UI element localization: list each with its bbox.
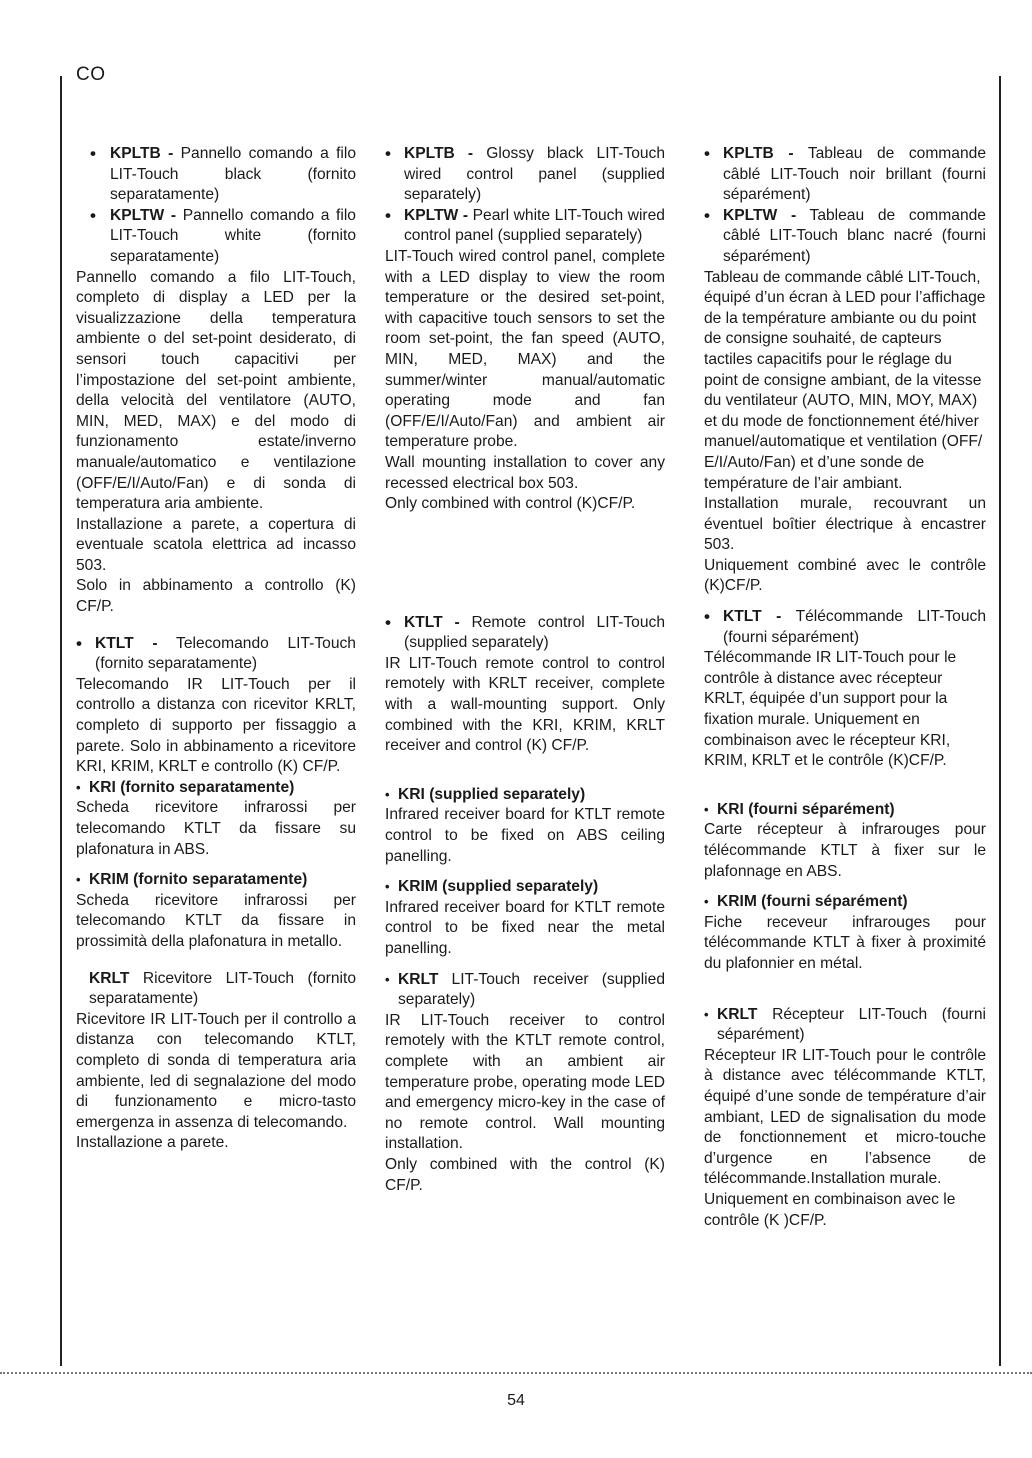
krlt-text: Récepteur LIT-Touch (fourni séparément) [717, 1005, 986, 1044]
kri-description: Infrared receiver board for KTLT remote control to be fixed on ABS ceiling panelling. [385, 806, 665, 865]
krlt-only: Only combined with the control (K) CF/P. [385, 1155, 665, 1194]
krim-item [704, 892, 986, 913]
krim-item [76, 870, 356, 891]
kpltw-item [385, 206, 665, 247]
column-english [385, 144, 665, 1196]
kri-description: Scheda ricevitore infrarossi per telecomando KTLT da fissare su plafonatura in ABS. [76, 799, 356, 858]
krlt-text: Ricevitore LIT-Touch (fornito separatamente) [89, 969, 356, 1008]
ktlt-code: KTLT - [723, 608, 782, 626]
panel-install: Installazione a parete, a copertura di eventuale scatola elettrica ad incasso 503. [76, 515, 356, 574]
krlt-item [385, 970, 665, 1011]
kpltb-text: Tableau de commande câblé LIT-Touch noir brillant (fourni séparément) [723, 145, 986, 204]
bullet-icon: • [385, 786, 390, 802]
bullet-icon: • [385, 144, 391, 163]
kri-item [704, 800, 986, 821]
krim-title: KRIM (fornito separatamente) [89, 871, 308, 889]
bullet-icon: • [385, 205, 391, 225]
krlt-text: LIT-Touch receiver (supplied separately) [398, 970, 665, 1009]
krim-description: Scheda ricevitore infrarossi per telecomando KTLT da fissare in prossimità della plafonatura in metallo. [76, 891, 356, 950]
bullet-icon: • [76, 779, 81, 795]
bullet-icon: • [76, 633, 82, 653]
krim-item [385, 877, 665, 898]
ktlt-text: Télécommande LIT-Touch (fourni séparément) [723, 608, 986, 646]
krlt-item [76, 969, 356, 1010]
krlt-description: IR LIT-Touch receiver to control remotely with the KTLT remote control, complete with an ambient air temperature probe, operating mode LED and emergency micro-key in the case of no remote control. Wall mounting installation. [385, 1011, 665, 1153]
krlt-description: Récepteur IR LIT-Touch pour le contrôle à distance avec télécommande KTLT, équipé d’une sonde de température d’air ambiant, LED de signalisation du mode de fonctionnement et micro-touche d’urgence en l’absence de télécommande.Installation murale. [704, 1046, 986, 1188]
panel-install: Wall mounting installation to cover any recessed electrical box 503. [385, 453, 665, 492]
bullet-icon: • [385, 612, 391, 632]
kpltw-item [704, 206, 986, 268]
bullet-icon: • [704, 205, 710, 225]
bullet-icon: • [90, 205, 96, 225]
kpltb-item [385, 144, 665, 206]
ktlt-item [76, 634, 356, 675]
bullet-icon: • [704, 1006, 709, 1022]
header-code: CO [76, 64, 106, 85]
kpltw-text: Pearl white LIT-Touch wired control panel (supplied separately) [404, 206, 665, 245]
panel-description: Tableau de commande câblé LIT-Touch, équipé d’un écran à LED pour l’affichage de la température ambiante ou du point de consigne souhaité, de capteurs tactiles capacitifs pour le réglage du point de consigne ambiant, de la vitesse du ventilateur (AUTO, MIN, MOY, MAX) et du mode de fonctionnement été/hiver manuel/automatique et ventilation (OFF/ E/I/Auto/Fan) et d’une sonde de température de l’air ambiant. [704, 268, 986, 492]
kpltb-text: Pannello comando a filo LIT-Touch black (fornito separatamente) [110, 145, 357, 204]
krlt-install: Installazione a parete. [76, 1134, 229, 1152]
kpltw-code: KPLTW - [110, 206, 177, 224]
kri-item [385, 785, 665, 806]
kpltb-text: Glossy black LIT-Touch wired control panel (supplied separately) [404, 145, 666, 204]
panel-install: Installation murale, recouvrant un éventuel boîtier électrique à encastrer 503. [704, 495, 986, 554]
panel-only: Uniquement combiné avec le contrôle (K)CF/P. [704, 556, 986, 595]
ktlt-description: Telecomando IR LIT-Touch per il controllo a distanza con ricevitor KRLT, completo di supporto per fissaggio a parete. Solo in abbinamento a ricevitore KRI, KRIM, KRLT e controllo (K) CF/P. [76, 675, 356, 776]
ktlt-code: KTLT - [95, 634, 158, 652]
ktlt-description: Télécommande IR LIT-Touch pour le contrôle à distance avec récepteur KRLT, équipée d’un support pour la fixation murale. Uniquement en combinaison avec le récepteur KRI, KRIM, KRLT et le contrôle (K)CF/P. [704, 649, 957, 770]
krlt-only: Uniquement en combinaison avec le contrôle (K )CF/P. [704, 1190, 956, 1229]
right-margin-rule [999, 76, 1001, 1366]
panel-only: Only combined with control (K)CF/P. [385, 495, 636, 513]
krlt-code: KRLT [717, 1005, 758, 1023]
kpltw-code: KPLTW - [723, 206, 797, 224]
krlt-description: Ricevitore IR LIT-Touch per il controllo a distanza con telecomando KTLT, completo di sonda di temperatura aria ambiente, led di segnalazione del modo di funzionamento e micro-tasto emergenza in assenza di telecomando. [76, 1010, 356, 1131]
bullet-icon: • [76, 872, 81, 888]
kpltw-text: Pannello comando a filo LIT-Touch white (fornito separatamente) [110, 206, 356, 265]
footer-divider [0, 1372, 1032, 1374]
ktlt-text: Remote control LIT-Touch (supplied separately) [404, 613, 665, 652]
kri-title: KRI (supplied separately) [398, 785, 586, 803]
krlt-code: KRLT [398, 970, 439, 988]
krim-title: KRIM (fourni séparément) [717, 893, 908, 911]
kpltb-item [704, 144, 986, 206]
bullet-icon: • [704, 801, 709, 817]
panel-description: Pannello comando a filo LIT-Touch, completo di display a LED per la visualizzazione della temperatura ambiente o del set-point desiderato, di sensori touch capacitivi per l’impostazione del set-point ambiente, della velocità del ventilatore (AUTO, MIN, MED, MAX) e del modo di funzionamento estate/inverno manuale/automatico e ventilazione (OFF/E/I/Auto/Fan) e di sonda di temperatura aria ambiente. [76, 268, 356, 513]
page-number: 54 [507, 1392, 525, 1409]
bullet-icon: • [704, 894, 709, 910]
krim-description: Infrared receiver board for KTLT remote control to be fixed near the metal panelling. [385, 898, 665, 957]
krlt-code: KRLT [89, 969, 130, 987]
kpltb-item [76, 144, 356, 206]
panel-description: LIT-Touch wired control panel, complete with a LED display to view the room temperature or the desired set-point, with capacitive touch sensors to set the room set-point, the fan speed (AUTO, MIN, MED, MAX) and the summer/winter manual/automatic operating mode and fan (OFF/E/I/Auto/Fan) and ambient air temperature probe. [385, 247, 665, 451]
column-italian [76, 144, 356, 1154]
krim-description: Fiche receveur infrarouges pour télécommande KTLT à fixer à proximité du plafonnier en métal. [704, 913, 986, 972]
kri-title: KRI (fourni séparément) [717, 800, 895, 818]
kpltw-text: Tableau de commande câblé LIT-Touch blanc nacré (fourni séparément) [723, 206, 986, 265]
bullet-icon: • [385, 879, 390, 895]
ktlt-description: IR LIT-Touch remote control to control remotely with KRLT receiver, complete with a wall-mounting support. Only combined with the KRI, KRIM, KRLT receiver and control (K) CF/P. [385, 654, 665, 755]
left-margin-rule [60, 76, 62, 1366]
kpltw-code: KPLTW - [404, 206, 469, 224]
kpltb-code: KPLTB - [110, 145, 174, 162]
bullet-icon: • [385, 971, 390, 987]
krim-title: KRIM (supplied separately) [398, 878, 599, 896]
bullet-icon: • [90, 144, 96, 163]
kpltb-code: KPLTB - [723, 145, 794, 162]
krlt-item [704, 1005, 986, 1046]
ktlt-text: Telecomando LIT-Touch (fornito separatamente) [95, 634, 356, 673]
panel-only: Solo in abbinamento a controllo (K) CF/P. [76, 577, 356, 616]
kpltw-item [76, 206, 356, 268]
bullet-icon: • [704, 607, 710, 627]
ktlt-code: KTLT - [404, 613, 460, 631]
ktlt-item [385, 613, 665, 654]
column-french [704, 144, 986, 1231]
bullet-icon: • [704, 144, 710, 163]
ktlt-item [704, 607, 986, 648]
kri-item [76, 778, 356, 799]
kpltb-code: KPLTB - [404, 145, 474, 162]
kri-description: Carte récepteur à infrarouges pour télécommande KTLT à fixer sur le plafonnage en ABS. [704, 821, 986, 880]
kri-title: KRI (fornito separatamente) [89, 778, 295, 796]
